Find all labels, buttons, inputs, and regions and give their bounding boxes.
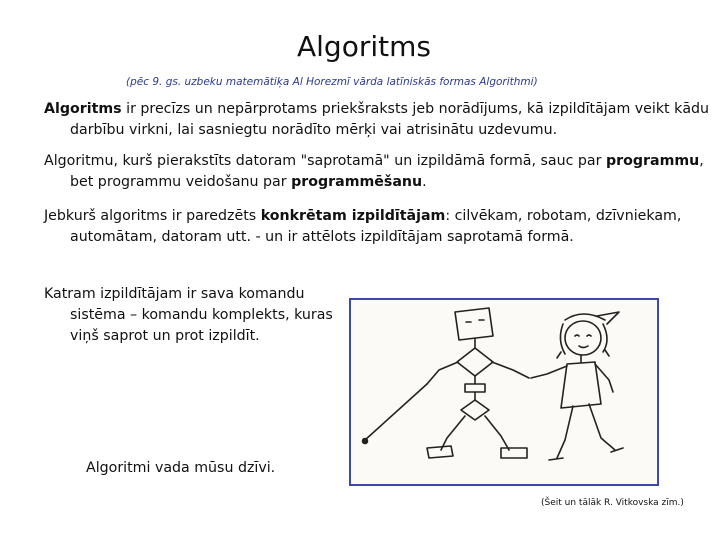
- term-algoritms: Algoritms: [44, 101, 122, 117]
- executor-text-a: Jebkurš algoritms ir paredzēts: [44, 208, 261, 224]
- program-text-a: Algoritmu, kurš pierakstīts datoram "saprotamā" un izpildāmā formā, sauc par: [44, 153, 606, 169]
- definition-paragraph: [44, 99, 728, 141]
- motto-text: Algoritmi vada mūsu dzīvi.: [86, 460, 276, 476]
- definition-text: ir precīzs un nepārprotams priekšraksts jeb norādījums, kā izpildītājam veikt kādu darbību virkni, lai sasniegtu norādīto mērķi vai atrisinātu uzdevumu.: [70, 101, 710, 138]
- robot-and-girl-illustration: [349, 298, 659, 486]
- term-konkretam-izpilditajam: konkrētam izpildītājam: [260, 208, 446, 224]
- program-text-c: , bet programmu veidošanu par: [70, 153, 704, 190]
- girl-figure: [531, 312, 623, 460]
- program-paragraph: [44, 151, 728, 193]
- illustration-credit: (Šeit un tālāk R. Vitkovska zīm.): [541, 498, 684, 508]
- slide-subtitle: (pēc 9. gs. uzbeku matemātiķa Al Horezmī vārda latīniskās formas Algorithmi): [126, 76, 538, 88]
- term-programma: programmu: [605, 153, 700, 169]
- program-text-e: .: [422, 174, 427, 190]
- executor-paragraph: [44, 206, 728, 248]
- slide-title: Algoritms: [297, 30, 431, 63]
- term-programmesana: programmēšanu: [291, 174, 423, 190]
- executor-text-c: : cilvēkam, robotam, dzīvniekam, automātam, datoram utt. - un ir attēlots izpildītājam saprotamā formā.: [70, 208, 682, 245]
- command-system-paragraph: Katram izpildītājam ir sava komandu sistēma – komandu komplekts, kuras viņš saprot un prot izpildīt.: [44, 286, 333, 344]
- robot-figure: [363, 308, 530, 458]
